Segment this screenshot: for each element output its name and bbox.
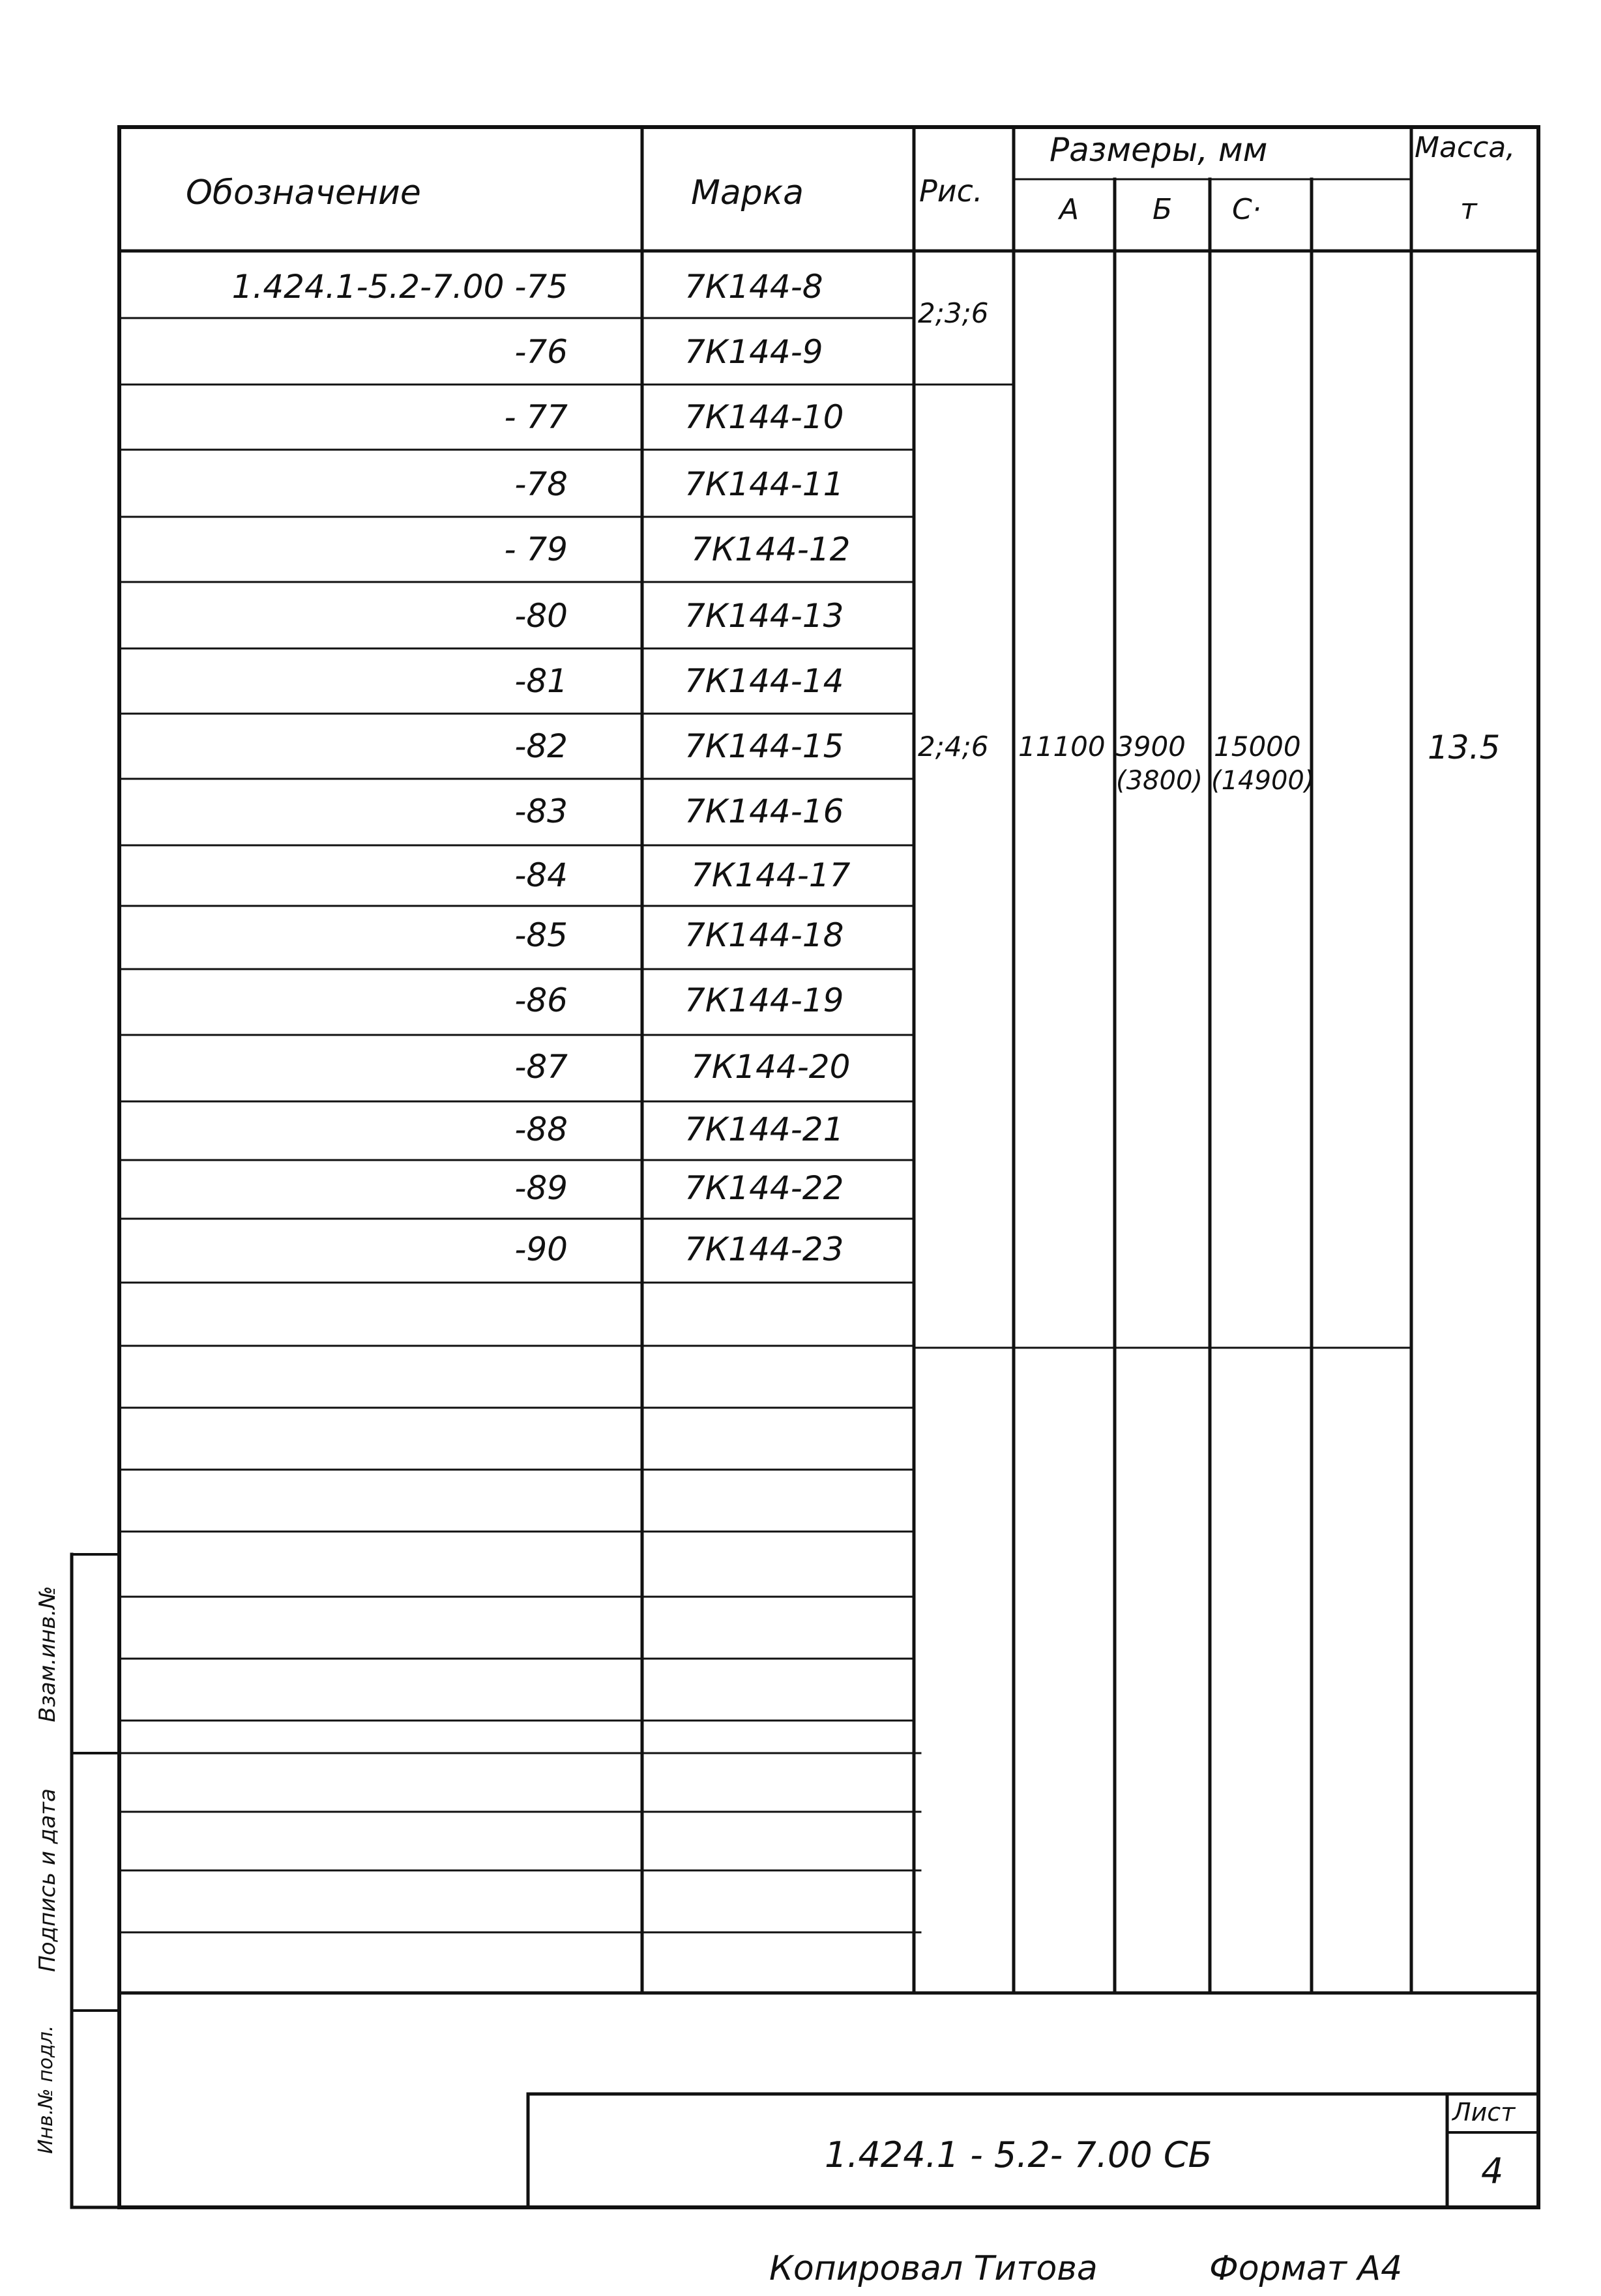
row-designation: - 77 — [504, 398, 568, 436]
row-designation: -76 — [514, 333, 568, 371]
row-designation: -82 — [514, 727, 568, 765]
row-mark: 7К144-23 — [684, 1230, 844, 1268]
fig-group-2: 2;4;6 — [918, 731, 989, 763]
row-designation: -89 — [514, 1169, 568, 1207]
header-dimensions: Размеры, мм — [1050, 131, 1268, 169]
row-mark: 7К144-20 — [691, 1048, 851, 1086]
footer-copied: Копировал Титова — [769, 2249, 1098, 2288]
row-mark: 7К144-19 — [684, 981, 844, 1019]
row-designation: -88 — [514, 1111, 568, 1148]
header-dim-c: С· — [1232, 193, 1261, 226]
header-dim-a: А — [1059, 193, 1080, 226]
row-designation: -80 — [514, 597, 568, 635]
header-mark: Марка — [691, 173, 804, 212]
row-mark: 7К144-14 — [684, 662, 844, 700]
row-mark: 7К144-16 — [684, 792, 844, 830]
footer-format: Формат А4 — [1209, 2249, 1403, 2288]
header-fig: Рис. — [919, 173, 983, 209]
row-mark: 7К144-8 — [684, 268, 823, 306]
row-designation: - 79 — [504, 530, 568, 568]
header-dim-b: Б — [1153, 193, 1173, 226]
header-designation: Обозначение — [186, 173, 421, 212]
row-designation: -81 — [514, 662, 568, 700]
sheet-label: Лист — [1452, 2098, 1516, 2127]
row-mark: 7К144-21 — [684, 1111, 844, 1148]
row-designation: -83 — [514, 792, 568, 830]
row-designation: 1.424.1-5.2-7.00 -75 — [231, 268, 568, 306]
dim-a-value: 11100 — [1018, 731, 1106, 763]
row-designation: -86 — [514, 981, 568, 1019]
sheet-number: 4 — [1481, 2151, 1504, 2192]
row-mark: 7К144-17 — [691, 856, 851, 894]
row-mark: 7К144-10 — [684, 398, 844, 436]
dim-b-alt-value: (3800) — [1116, 766, 1203, 796]
dim-c-value: 15000 — [1214, 731, 1301, 763]
header-mass-unit: т — [1460, 193, 1477, 226]
side-label-sign-date: Подпись и дата — [35, 1788, 61, 1972]
row-mark: 7К144-9 — [684, 333, 823, 371]
row-mark: 7К144-18 — [684, 916, 844, 954]
row-designation: -78 — [514, 465, 568, 503]
row-designation: -90 — [514, 1230, 568, 1268]
dim-b-value: 3900 — [1116, 731, 1186, 763]
side-label-inv-replace: Взам.инв.№ — [35, 1586, 61, 1722]
row-mark: 7К144-15 — [684, 727, 844, 765]
row-mark: 7К144-13 — [684, 597, 844, 635]
document-code: 1.424.1 - 5.2- 7.00 СБ — [825, 2134, 1212, 2175]
row-designation: -87 — [514, 1048, 568, 1086]
header-mass: Масса, — [1415, 131, 1516, 164]
fig-group-1: 2;3;6 — [918, 297, 989, 329]
mass-value: 13.5 — [1428, 729, 1501, 766]
row-mark: 7К144-12 — [691, 530, 851, 568]
row-designation: -85 — [514, 916, 568, 954]
side-label-inv-orig: Инв.№ подл. — [35, 2025, 57, 2154]
row-designation: -84 — [514, 856, 568, 894]
row-mark: 7К144-11 — [684, 465, 844, 503]
dim-c-alt-value: (14900) — [1211, 766, 1315, 796]
row-mark: 7К144-22 — [684, 1169, 844, 1207]
